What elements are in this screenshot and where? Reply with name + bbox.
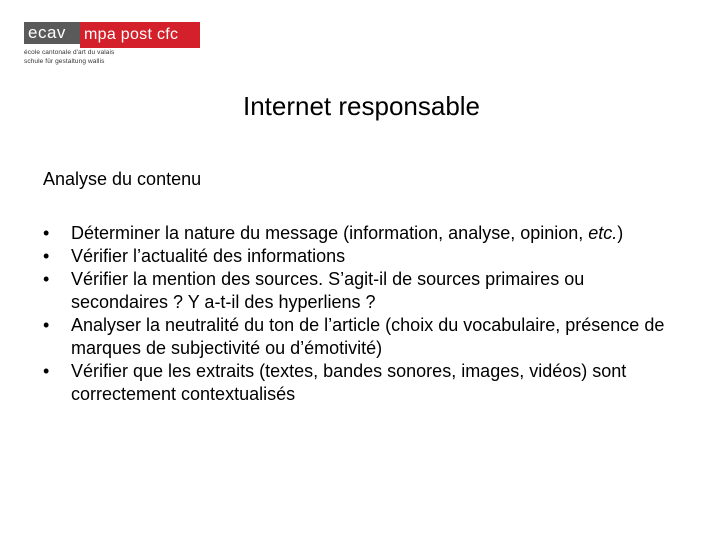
bullet-text-part: Déterminer la nature du message (information, analyse, opinion, — [71, 223, 589, 243]
bullet-text: Analyser la neutralité du ton de l’article (choix du vocabulaire, présence de marques de subjectivité ou d’émotivité) — [71, 315, 665, 358]
logo-banner — [24, 22, 204, 48]
slide-title: Internet responsable — [242, 91, 481, 121]
list-item — [43, 314, 683, 360]
bullet-icon: • — [43, 315, 50, 335]
list-item — [43, 245, 683, 268]
bullet-text: Vérifier l’actualité des informations — [71, 246, 346, 266]
logo-subtitle-line-2: schule für gestaltung wallis — [24, 58, 105, 65]
bullet-icon: • — [43, 269, 50, 289]
bullet-icon: • — [43, 361, 50, 381]
bullet-icon: • — [43, 246, 50, 266]
bullet-text-italic: etc. — [588, 223, 618, 243]
bullet-list — [43, 222, 683, 406]
list-item — [43, 360, 683, 406]
bullet-text-part: ) — [617, 223, 624, 243]
school-logo — [24, 22, 204, 70]
bullet-text: Vérifier que les extraits (textes, bandes sonores, images, vidéos) sont correctement contextualisés — [71, 361, 627, 404]
section-heading: Analyse du contenu — [43, 169, 202, 189]
logo-mpa-post-cfc: mpa post cfc — [80, 22, 200, 48]
logo-ecav: ecav — [24, 22, 80, 44]
bullet-icon: • — [43, 223, 50, 243]
list-item — [43, 268, 683, 314]
list-item — [43, 222, 683, 245]
bullet-text: Vérifier la mention des sources. S’agit-il de sources primaires ou secondaires ? Y a-t-il des hyperliens ? — [71, 269, 585, 312]
bullet-text — [71, 223, 623, 243]
logo-subtitle-line-1: école cantonale d'art du valais — [24, 49, 115, 56]
